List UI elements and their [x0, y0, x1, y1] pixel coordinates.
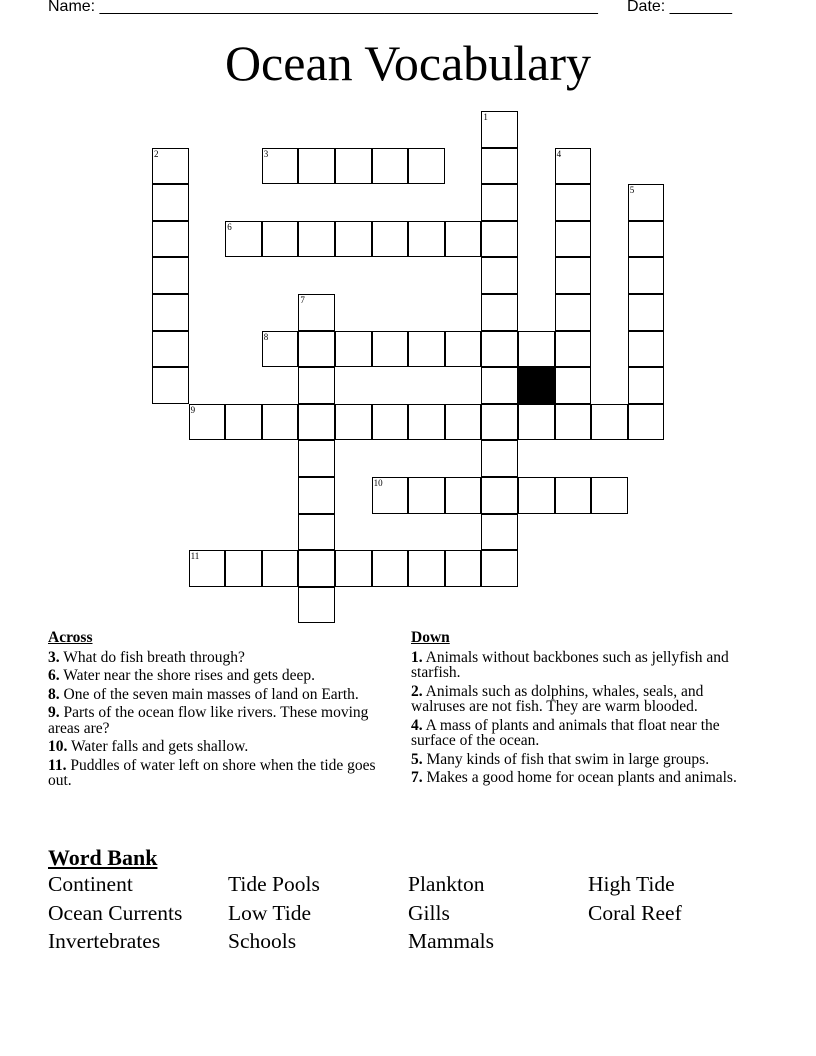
grid-cell[interactable]	[408, 221, 445, 258]
word-bank-item: Ocean Currents	[48, 900, 183, 925]
grid-cell[interactable]	[518, 477, 555, 514]
grid-cell[interactable]	[408, 477, 445, 514]
grid-cell[interactable]	[408, 331, 445, 368]
grid-cell[interactable]	[445, 477, 482, 514]
grid-cell[interactable]	[262, 148, 299, 185]
word-bank-item: Coral Reef	[588, 900, 682, 925]
clue-text: One of the seven main masses of land on Earth.	[63, 685, 359, 703]
date-field[interactable]: Date: _______	[627, 0, 732, 15]
grid-cell[interactable]	[152, 257, 189, 294]
clue-number: 9.	[48, 704, 60, 721]
cell-number: 4	[556, 148, 562, 159]
grid-cell[interactable]	[152, 221, 189, 258]
clue-text: Animals such as dolphins, whales, seals, and walruses are not fish. They are warm blooded.	[411, 682, 704, 715]
grid-cell[interactable]	[189, 550, 226, 587]
word-bank-item: High Tide	[588, 872, 675, 896]
clue-number: 10.	[48, 738, 68, 755]
grid-cell[interactable]	[628, 367, 665, 404]
grid-cell[interactable]	[298, 404, 335, 441]
across-heading: Across	[48, 629, 93, 646]
word-bank-item: Invertebrates	[48, 929, 161, 953]
clue-text: Many kinds of fish that swim in large groups.	[426, 750, 710, 768]
grid-cell[interactable]	[555, 257, 592, 294]
clue-across	[48, 739, 393, 755]
grid-cell[interactable]	[555, 148, 592, 185]
grid-cell[interactable]	[555, 221, 592, 258]
grid-cell[interactable]	[152, 367, 189, 404]
grid-cell[interactable]	[298, 514, 335, 551]
grid-cell[interactable]	[298, 148, 335, 185]
word-bank-item: Mammals	[408, 929, 494, 953]
grid-cell[interactable]	[335, 221, 372, 258]
grid-cell[interactable]	[298, 221, 335, 258]
clue-number: 1.	[411, 648, 423, 666]
grid-cell[interactable]	[408, 148, 445, 185]
grid-cell[interactable]	[335, 404, 372, 441]
name-field[interactable]: Name: ________________________________________________________	[48, 0, 598, 15]
grid-cell[interactable]	[555, 404, 592, 441]
grid-cell[interactable]	[481, 111, 518, 148]
cell-number: 11	[190, 551, 200, 562]
cell-number: 6	[227, 221, 232, 232]
clue-across	[48, 650, 393, 666]
clue-down	[411, 770, 756, 786]
grid-cell[interactable]	[298, 477, 335, 514]
clue-text: Water near the shore rises and gets deep.	[63, 667, 316, 684]
clue-number: 5.	[411, 750, 423, 768]
grid-cell[interactable]	[481, 148, 518, 185]
cell-number: 8	[263, 331, 269, 342]
clue-across	[48, 758, 393, 789]
grid-cell[interactable]	[225, 404, 262, 441]
grid-cell[interactable]	[481, 331, 518, 368]
clue-number: 7.	[411, 769, 423, 786]
clue-number: 6.	[48, 667, 60, 684]
word-bank-item: Gills	[408, 900, 450, 925]
grid-cell[interactable]	[262, 331, 299, 368]
clue-number: 2.	[411, 682, 423, 700]
grid-cell[interactable]	[262, 550, 299, 587]
grid-cell[interactable]	[481, 367, 518, 404]
grid-cell[interactable]	[555, 477, 592, 514]
grid-cell[interactable]	[481, 514, 518, 551]
clue-number: 4.	[411, 716, 423, 734]
grid-cell[interactable]	[372, 477, 409, 514]
cell-number: 9	[190, 404, 196, 415]
grid-cell[interactable]	[262, 221, 299, 258]
cell-number: 1	[483, 112, 488, 122]
grid-cell[interactable]	[225, 221, 262, 258]
grid-cell[interactable]	[628, 404, 665, 441]
grid-cell[interactable]	[152, 294, 189, 331]
grid-cell[interactable]	[445, 331, 482, 368]
grid-cell[interactable]	[189, 404, 226, 441]
grid-cell[interactable]	[481, 257, 518, 294]
clue-down	[411, 718, 756, 749]
cell-number: 10	[373, 478, 383, 488]
grid-cell[interactable]	[628, 221, 665, 258]
grid-cell[interactable]	[372, 550, 409, 587]
grid-cell[interactable]	[445, 550, 482, 587]
grid-cell[interactable]	[481, 184, 518, 221]
grid-cell[interactable]	[152, 184, 189, 221]
grid-cell[interactable]	[298, 587, 335, 624]
clue-across	[48, 668, 393, 684]
down-heading: Down	[411, 629, 450, 646]
grid-cell[interactable]	[628, 184, 665, 221]
grid-cell[interactable]	[481, 440, 518, 477]
across-clues	[48, 630, 393, 792]
grid-cell[interactable]	[298, 367, 335, 404]
grid-cell[interactable]	[481, 550, 518, 587]
word-bank-heading: Word Bank	[48, 845, 158, 870]
clue-across	[48, 687, 393, 703]
black-cell	[518, 367, 555, 404]
grid-cell[interactable]	[628, 294, 665, 331]
word-bank-item: Continent	[48, 872, 133, 896]
down-clues	[411, 630, 756, 789]
grid-cell[interactable]	[225, 550, 262, 587]
grid-cell[interactable]	[518, 404, 555, 441]
grid-cell[interactable]	[591, 404, 628, 441]
clue-down	[411, 684, 756, 715]
grid-cell[interactable]	[372, 148, 409, 185]
grid-cell[interactable]	[481, 221, 518, 258]
word-bank-item: Plankton	[408, 872, 485, 896]
grid-cell[interactable]	[152, 148, 189, 185]
clue-number: 3.	[48, 648, 60, 666]
page-title: Ocean Vocabulary	[224, 35, 592, 91]
clue-number: 11.	[48, 756, 67, 774]
word-bank-item: Schools	[228, 929, 297, 953]
grid-cell[interactable]	[335, 550, 372, 587]
clue-number: 8.	[48, 685, 60, 703]
grid-cell[interactable]	[372, 331, 409, 368]
word-bank-item: Tide Pools	[228, 872, 320, 896]
grid-cell[interactable]	[481, 294, 518, 331]
clue-text: Makes a good home for ocean plants and animals.	[426, 769, 737, 786]
grid-cell[interactable]	[335, 148, 372, 185]
grid-cell[interactable]	[372, 221, 409, 258]
grid-cell[interactable]	[408, 550, 445, 587]
grid-cell[interactable]	[408, 404, 445, 441]
grid-cell[interactable]	[298, 331, 335, 368]
grid-cell[interactable]	[445, 404, 482, 441]
grid-cell[interactable]	[555, 367, 592, 404]
grid-cell[interactable]	[555, 331, 592, 368]
grid-cell[interactable]	[481, 477, 518, 514]
grid-cell[interactable]	[372, 404, 409, 441]
clue-text: What do fish breath through?	[63, 648, 245, 666]
grid-cell[interactable]	[481, 404, 518, 441]
grid-cell[interactable]	[335, 331, 372, 368]
clue-text: Water falls and gets shallow.	[70, 738, 249, 755]
clue-down	[411, 752, 756, 768]
cell-number: 5	[629, 185, 635, 196]
grid-cell[interactable]	[518, 331, 555, 368]
grid-cell[interactable]	[591, 477, 628, 514]
grid-cell[interactable]	[555, 184, 592, 221]
grid-cell[interactable]	[298, 550, 335, 587]
clue-text: Parts of the ocean flow like rivers. These moving areas are?	[48, 704, 369, 737]
cell-number: 2	[154, 148, 159, 159]
cell-number: 3	[263, 148, 269, 159]
clue-text: A mass of plants and animals that float near the surface of the ocean.	[411, 716, 720, 749]
grid-cell[interactable]	[262, 404, 299, 441]
grid-cell[interactable]	[298, 440, 335, 477]
clue-across	[48, 705, 393, 736]
grid-cell[interactable]	[445, 221, 482, 258]
grid-cell[interactable]	[628, 257, 665, 294]
grid-cell[interactable]	[628, 331, 665, 368]
grid-cell[interactable]	[298, 294, 335, 331]
cell-number: 7	[300, 295, 305, 305]
grid-cell[interactable]	[555, 294, 592, 331]
clue-text: Animals without backbones such as jellyfish and starfish.	[411, 648, 729, 681]
clue-text: Puddles of water left on shore when the tide goes out.	[48, 756, 376, 789]
word-bank-item: Low Tide	[228, 900, 312, 925]
grid-cell[interactable]	[152, 331, 189, 368]
clue-down	[411, 650, 756, 681]
